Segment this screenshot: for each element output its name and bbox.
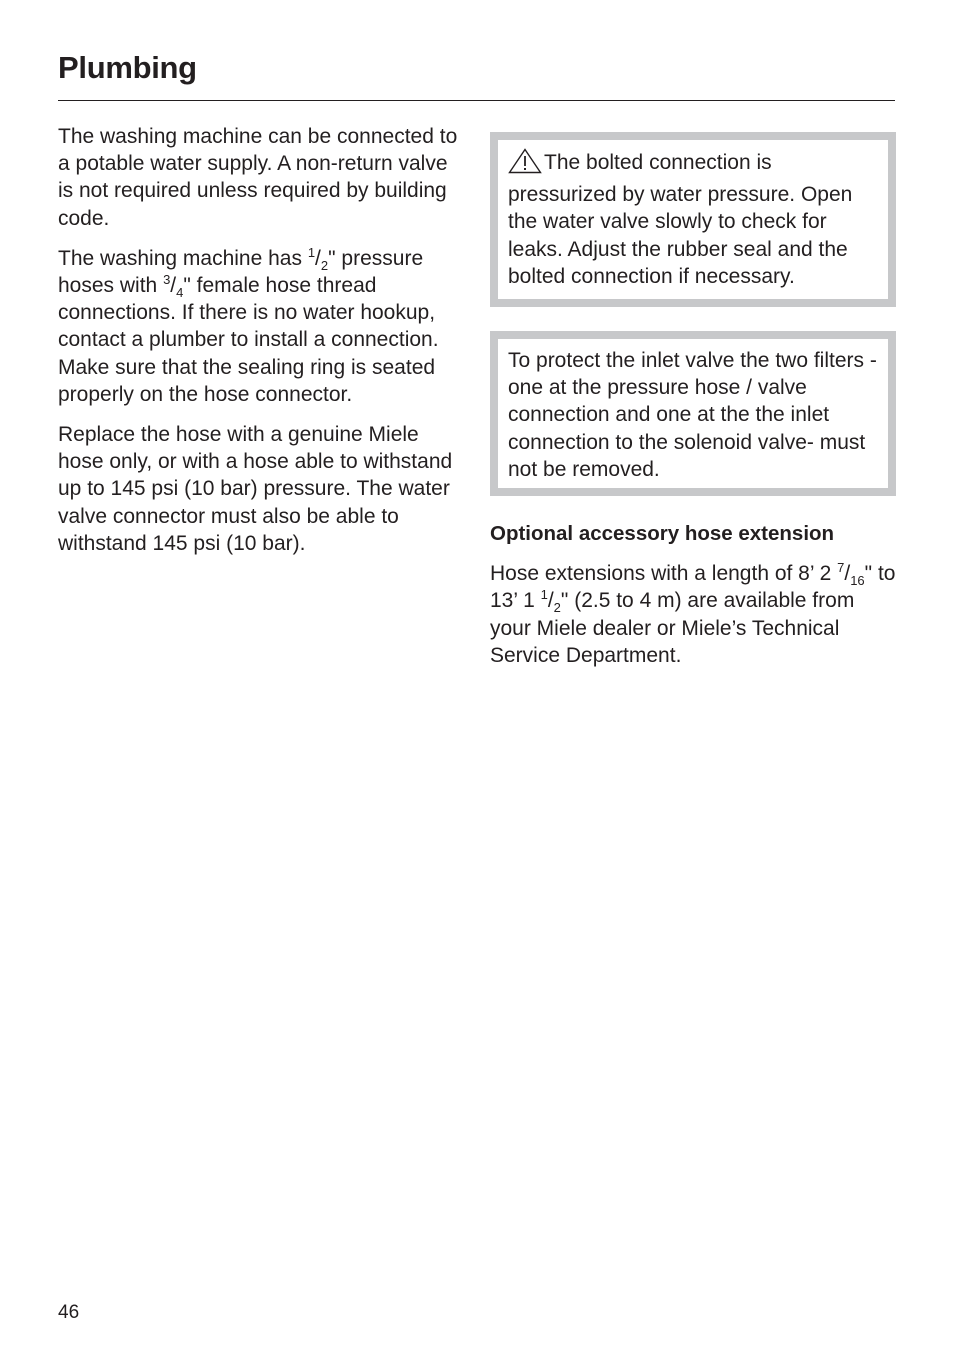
fraction-slash: / xyxy=(315,246,321,270)
hose-extension-paragraph xyxy=(490,560,896,669)
page-title: Plumbing xyxy=(58,50,197,85)
fraction-slash: / xyxy=(844,562,851,586)
fraction-slash: / xyxy=(170,274,177,298)
warning-paragraph xyxy=(508,148,878,290)
fraction-denominator: 4 xyxy=(176,285,184,301)
note-text: To protect the inlet valve the two filters - one at the pressure hose / valve connection and one at the the inlet connection to the solenoid valve- must not be removed. xyxy=(508,349,877,481)
right-column xyxy=(490,132,896,682)
fraction-numerator: 7 xyxy=(837,560,845,576)
page-number: 46 xyxy=(58,1302,80,1323)
hose-text-1: The washing machine has xyxy=(58,246,308,270)
fraction-numerator: 3 xyxy=(163,272,171,288)
hose-size-paragraph xyxy=(58,245,463,408)
ext-text-1: Hose extensions with a length of 8’ 2 xyxy=(490,562,838,586)
hose-text-3: " female hose thread connections. If there is no water hookup, contact a plumber to install a connection. Make sure that the sealing ring is seated properly on the hose connector. xyxy=(58,274,439,406)
fraction-slash: / xyxy=(547,589,554,613)
title-rule xyxy=(58,100,895,101)
fraction-numerator: 1 xyxy=(540,587,548,603)
fraction-denominator: 2 xyxy=(320,257,329,273)
hose-replacement-paragraph: Replace the hose with a genuine Miele hose only, or with a hose able to withstand up to 145 psi (10 bar) pressure. The water valve connector must also be able to withstand 145 psi (10 bar). xyxy=(58,423,453,555)
fraction-numerator: 1 xyxy=(307,244,316,260)
warning-triangle-icon xyxy=(508,148,542,181)
fraction-denominator: 2 xyxy=(553,600,561,616)
left-column xyxy=(58,123,463,570)
ext-text-2: " to 13’ 1 xyxy=(490,562,896,613)
fraction-denominator: 16 xyxy=(850,573,865,589)
ext-text-3: " (2.5 to 4 m) are available from your Miele dealer or Miele’s Technical Service Department. xyxy=(490,589,855,667)
intro-paragraph: The washing machine can be connected to a potable water supply. A non-return valve is not required unless required by building code. xyxy=(58,125,458,230)
hose-text-2: " pressure hoses with xyxy=(58,246,424,298)
section-subheading: Optional accessory hose extension xyxy=(490,522,835,545)
note-box xyxy=(490,331,896,496)
warning-text: The bolted connection is pressurized by water pressure. Open the water valve slowly to check for leaks. Adjust the rubber seal and the bolted connection if necessary. xyxy=(508,151,853,288)
warning-box xyxy=(490,132,896,307)
